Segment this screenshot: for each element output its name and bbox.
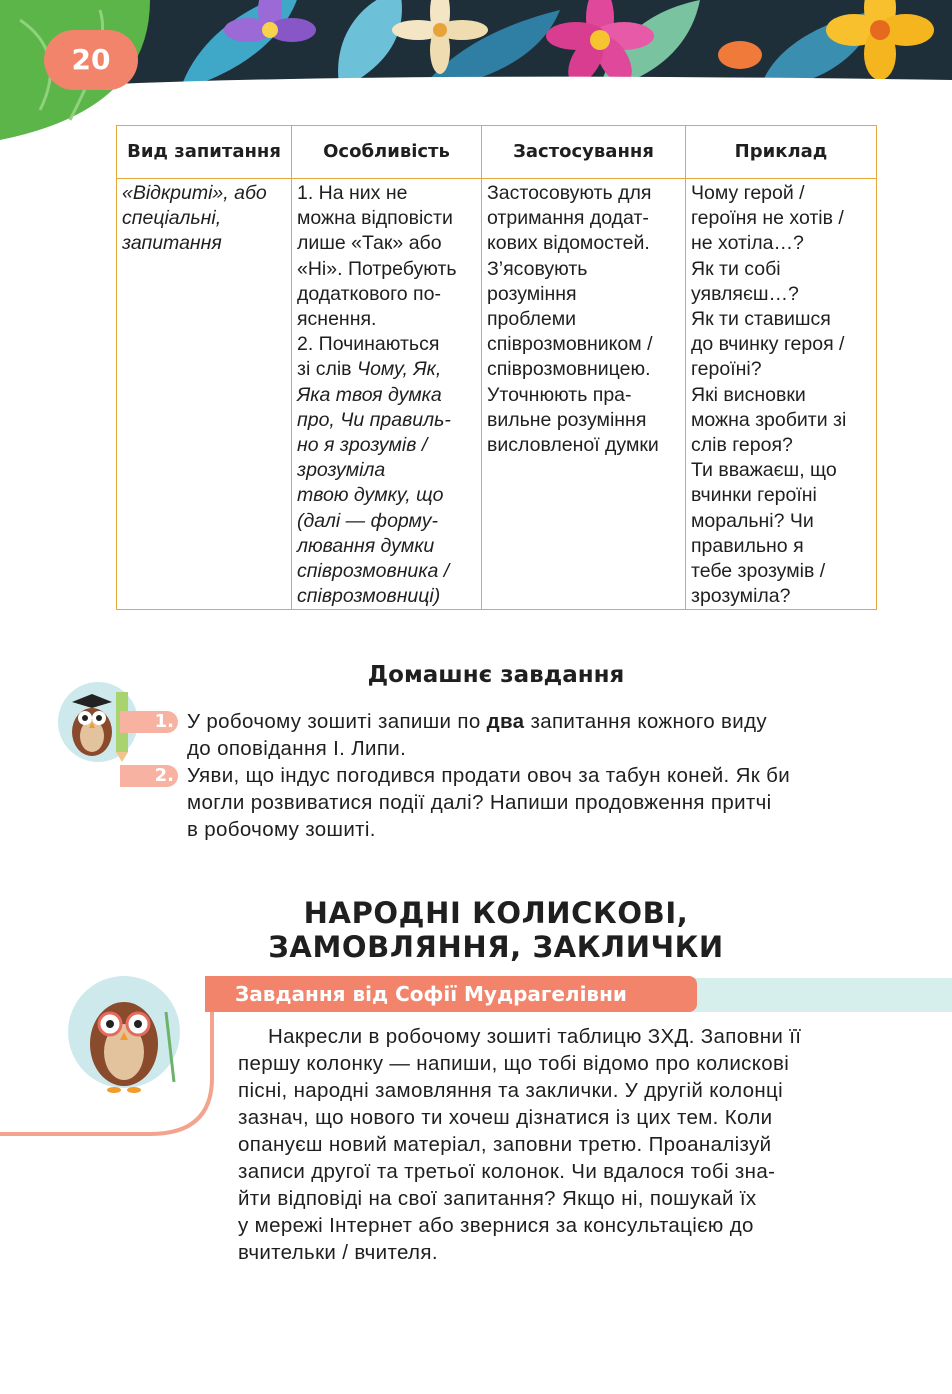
task-text-line: опануєш новий матеріал, заповни третю. Проаналізуй — [238, 1133, 772, 1156]
column-header: Вид запитання — [117, 126, 292, 179]
cell-text-line: зі слів Чому, Як, — [297, 358, 442, 381]
cell-example — [686, 179, 877, 610]
column-header: Застосування — [482, 126, 686, 179]
homework-item-2-line-1: Уяви, що індус погодився продати овоч за табун коней. Як би — [187, 764, 790, 787]
homework-number-1: 1. — [120, 711, 178, 733]
cell-text-line: Яка твоя думка — [297, 383, 442, 406]
cell-text-line: твою думку, що — [297, 484, 444, 507]
owl-teacher-icon — [66, 972, 188, 1100]
table-header-row — [117, 126, 877, 179]
cell-text-line: висловленої думки — [487, 434, 659, 457]
homework-title: Домашнє завдання — [367, 662, 625, 688]
cell-text-line: спеціальні, — [122, 207, 222, 230]
homework-item-1-line-2: до оповідання І. Липи. — [187, 737, 407, 760]
cell-text-line: запитання — [122, 232, 222, 255]
task-text-line: пісні, народні замовляння та заклички. У другій колонці — [238, 1079, 784, 1102]
cell-text-line: лювання думки — [297, 534, 435, 557]
page-number: 20 — [44, 30, 138, 90]
floral-banner — [0, 0, 952, 140]
cell-text-line: проблеми — [487, 308, 577, 331]
cell-feature — [292, 179, 482, 610]
cell-text-line: яснення. — [297, 308, 377, 331]
task-text-line: Накресли в робочому зошиті таблицю ЗХД. Заповни її — [268, 1025, 802, 1048]
task-text-line: першу колонку — напиши, що тобі відомо про колискові — [238, 1052, 790, 1075]
lesson-title-line-2: ЗАМОВЛЯННЯ, ЗАКЛИЧКИ — [268, 930, 724, 964]
cell-text-line: зрозуміла? — [691, 585, 791, 608]
cell-text-line: «Відкриті», або — [122, 182, 267, 204]
cell-text-line: зрозуміла — [297, 459, 386, 482]
cell-text-line: вильне розуміння — [487, 408, 647, 431]
cell-text-line: З’ясовують — [487, 257, 588, 280]
cell-text-line: про, Чи правиль- — [297, 408, 451, 431]
cell-text-line: «Ні». Потребують — [297, 257, 457, 280]
cell-text-line: співрозмовниці) — [297, 585, 441, 608]
column-header: Особливість — [292, 126, 482, 179]
cell-text-line: Чому герой / — [691, 182, 805, 204]
cell-text-line: можна зробити зі — [691, 408, 847, 431]
task-text-line: вчительки / вчителя. — [238, 1241, 438, 1264]
cell-text-line: додаткового по- — [297, 282, 441, 305]
cell-text-line: до вчинку героя / — [691, 333, 845, 356]
cell-text-line: лише «Так» або — [297, 232, 442, 255]
homework-item-2-line-3: в робочому зошиті. — [187, 818, 376, 841]
cell-text-line: Як ти ставишся — [691, 308, 831, 331]
cell-text-line: правильно я — [691, 534, 804, 557]
cell-text-line: моральні? Чи — [691, 509, 814, 532]
task-text-line: йти відповіді на свої запитання? Якщо ні, пошукай їх — [238, 1187, 757, 1210]
cell-text-line: тебе зрозумів / — [691, 560, 826, 583]
cell-text-line: кових відомостей. — [487, 232, 650, 255]
cell-text-line: слів героя? — [691, 434, 793, 457]
cell-text-line: співрозмовником / — [487, 333, 653, 356]
cell-text-line: 2. Починаються — [297, 333, 440, 356]
cell-text-line: Як ти собі — [691, 257, 781, 280]
cell-text-line: Ти вважаєш, що — [691, 459, 837, 482]
cell-text-line: Застосовують для — [487, 182, 652, 204]
cell-text-line: героїні? — [691, 358, 762, 381]
cell-text-line: Які висновки — [691, 383, 806, 406]
cell-text-line: уявляєш…? — [691, 282, 799, 305]
homework-number-2: 2. — [120, 765, 178, 787]
cell-text-line: отримання додат- — [487, 207, 649, 230]
task-label: Завдання від Софії Мудрагелівни — [205, 976, 697, 1012]
cell-text-line: героїня не хотів / — [691, 207, 844, 230]
homework-item-1-line-1: У робочому зошиті запиши по два запитання кожного виду — [187, 710, 768, 733]
column-header: Приклад — [686, 126, 877, 179]
cell-text-line: розуміння — [487, 282, 577, 305]
task-text-line: зазнач, що нового ти хочеш дізнатися із цих тем. Коли — [238, 1106, 773, 1129]
cell-question-type — [117, 179, 292, 610]
cell-application — [482, 179, 686, 610]
cell-text-line: но я зрозумів / — [297, 434, 428, 457]
cell-text-line: 1. На них не — [297, 182, 408, 204]
cell-text-line: співрозмовницею. — [487, 358, 651, 381]
cell-text-line: вчинки героїні — [691, 484, 817, 507]
cell-text-line: (далі — форму- — [297, 509, 438, 532]
cell-text-line: не хотіла…? — [691, 232, 804, 255]
lesson-title-line-1: НАРОДНІ КОЛИСКОВІ, — [303, 896, 689, 930]
homework-item-2-line-2: могли розвиватися події далі? Напиши продовження притчі — [187, 791, 772, 814]
cell-text-line: можна відповісти — [297, 207, 453, 230]
task-text-line: у мережі Інтернет або звернися за консультацією до — [238, 1214, 754, 1237]
cell-text-line: Уточнюють пра- — [487, 383, 632, 406]
task-text-line: записи другої та третьої колонок. Чи вдалося тобі зна- — [238, 1160, 776, 1183]
table-row — [117, 179, 877, 610]
cell-text-line: співрозмовника / — [297, 560, 450, 583]
question-types-table — [116, 125, 877, 610]
